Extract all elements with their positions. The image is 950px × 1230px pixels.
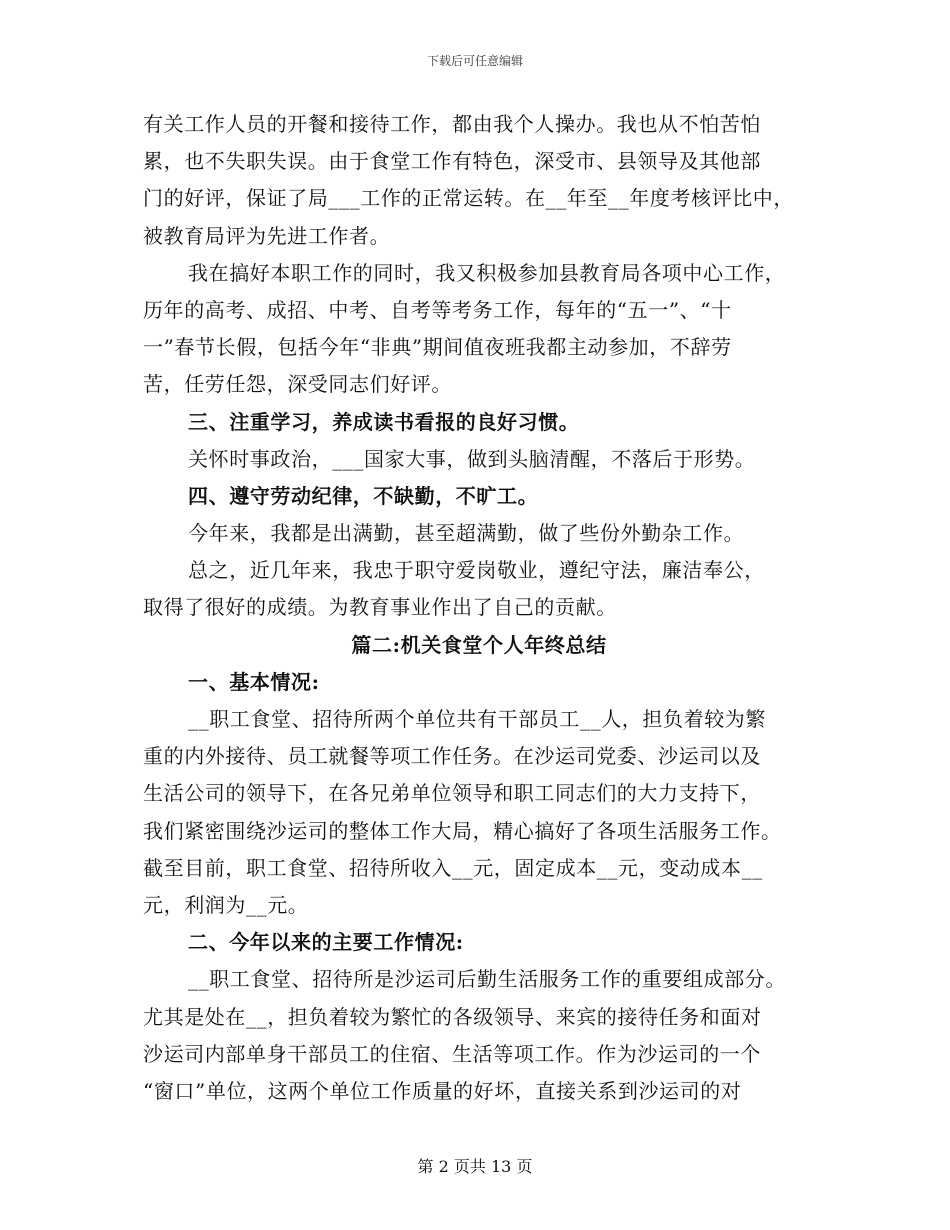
section-heading: 一、基本情况: [188,669,320,694]
body-line: 累，也不失职失误。由于食堂工作有特色，深受市、县领导及其他部 [143,149,761,174]
body-line: 关怀时事政治，___国家大事，做到头脑清醒，不落后于形势。 [188,446,756,471]
body-line: 重的内外接待、员工就餐等项工作任务。在沙运司党委、沙运司以及 [143,744,761,769]
body-line: __职工食堂、招待所是沙运司后勤生活服务工作的重要组成部分。 [188,967,786,992]
article-title: 篇二:机关食堂个人年终总结 [351,632,607,657]
section-heading: 三、注重学习，养成读书看报的良好习惯。 [188,409,580,434]
section-heading: 四、遵守劳动纪律，不缺勤，不旷工。 [188,483,539,508]
body-line: 总之，近几年来，我忠于职守爱岗敬业，遵纪守法，廉洁奉公， [188,558,765,583]
body-line: 我们紧密围绕沙运司的整体工作大局，精心搞好了各项生活服务工作。 [143,818,782,843]
body-line: “窗口”单位，这两个单位工作质量的好坏，直接关系到沙运司的对 [143,1078,742,1103]
body-line: 截至目前，职工食堂、招待所收入__元，固定成本__元，变动成本__ [143,855,763,880]
body-line: 有关工作人员的开餐和接待工作，都由我个人操办。我也从不怕苦怕 [143,112,761,136]
body-line: 今年来，我都是出满勤，甚至超满勤，做了些份外勤杂工作。 [188,521,745,546]
document-body [143,106,815,1110]
body-line: 一”春节长假，包括今年“非典”期间值夜班我都主动参加，不辞劳 [143,335,732,360]
body-line: 我在搞好本职工作的同时，我又积极参加县教育局各项中心工作， [188,260,786,285]
body-line: 元，利润为__元。 [143,892,309,917]
body-line: 取得了很好的成绩。为教育事业作出了自己的贡献。 [143,595,617,620]
body-line: 生活公司的领导下，在各兄弟单位领导和职工同志们的大力支持下， [143,781,761,806]
body-line: 被教育局评为先进工作者。 [143,223,391,248]
body-line: 历年的高考、成招、中考、自考等考务工作，每年的“五一”、“十 [143,297,732,322]
body-line: 苦，任劳任怨，深受同志们好评。 [143,372,452,397]
body-line: 门的好评，保证了局___工作的正常运转。在__年至__年度考核评比中， [143,186,794,211]
header-note: 下载后可任意编辑 [426,54,523,68]
section-heading: 二、今年以来的主要工作情况: [188,930,464,955]
body-line: 沙运司内部单身干部员工的住宿、生活等项工作。作为沙运司的一个 [143,1041,761,1066]
body-line: 尤其是处在__，担负着较为繁忙的各级领导、来宾的接待任务和面对 [143,1004,762,1029]
page-number: 第 2 页共 13 页 [417,1157,533,1176]
body-line: __职工食堂、招待所两个单位共有干部员工__人，担负着较为繁 [188,707,766,731]
